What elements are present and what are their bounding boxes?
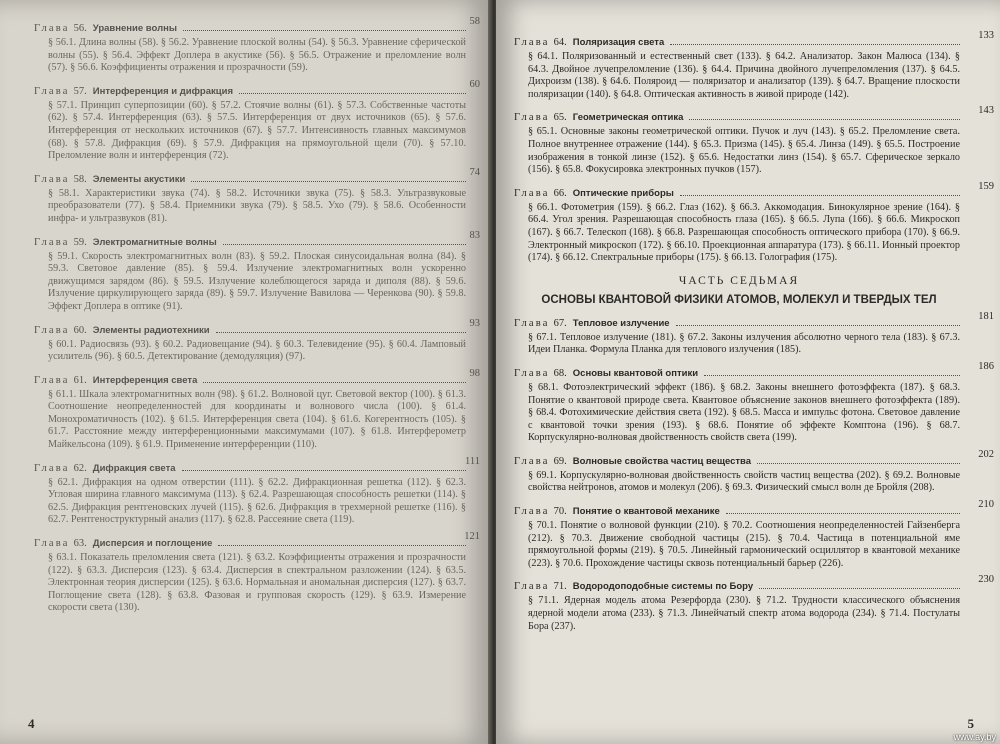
chapter-number: 64.	[553, 37, 567, 48]
leader-dots	[689, 119, 960, 120]
chapter-label: Глава	[514, 455, 550, 467]
leader-dots	[726, 513, 960, 514]
chapter-label: Глава	[514, 317, 550, 329]
toc-chapter-entry	[34, 166, 480, 226]
leader-dots	[676, 325, 960, 326]
chapter-label: Глава	[34, 236, 70, 248]
toc-chapter-entry	[514, 448, 994, 495]
chapter-heading	[34, 22, 470, 35]
chapter-heading	[514, 580, 964, 593]
chapter-heading	[34, 85, 470, 98]
leader-dots	[223, 244, 466, 245]
chapter-page-number: 230	[978, 574, 994, 586]
chapter-title: Интерференция и дифракция	[92, 85, 233, 97]
chapter-heading	[514, 455, 964, 468]
chapter-number: 70.	[553, 506, 567, 518]
chapter-page-number: 74	[469, 166, 480, 178]
chapter-page-number: 58	[469, 16, 480, 27]
chapter-label: Глава	[514, 581, 550, 593]
section-list: § 68.1. Фотоэлектрический эффект (186). § 68.2. Законы внешнего фотоэффекта (187). § 68.3. Понятие о квантовой природе света. Квантовое объяснение законов внешнего фотоэффекта (189). § 68.4. Фотохимические действия света (192). § 68.5. Масса и импульс фотона. Световое давление с квантовой точки зрения (193). § 68.6. Понятие об эффекте Комптона (196). § 68.7. Корпускулярно-волновая двойственность свойств света (199).	[528, 381, 960, 444]
chapter-label: Глава	[34, 173, 70, 185]
chapter-heading	[514, 111, 964, 124]
chapter-page-number: 186	[978, 360, 994, 372]
chapter-heading	[34, 236, 470, 249]
chapter-number: 71.	[553, 581, 567, 593]
chapter-label: Глава	[514, 37, 550, 48]
chapter-page-number: 111	[465, 455, 480, 467]
chapter-title: Уравнение волны	[92, 23, 177, 34]
chapter-page-number: 83	[469, 229, 480, 241]
toc-chapter-entry	[514, 180, 994, 265]
chapter-title: Водородоподобные системы по Бору	[572, 581, 754, 593]
chapter-page-number: 60	[469, 78, 480, 90]
chapter-label: Глава	[514, 187, 550, 199]
chapter-label: Глава	[34, 324, 70, 336]
chapter-heading	[514, 187, 964, 200]
toc-chapter-entry	[34, 317, 480, 364]
part-subtitle: ОСНОВЫ КВАНТОВОЙ ФИЗИКИ АТОМОВ, МОЛЕКУЛ И ТВЕРДЫХ ТЕЛ	[541, 293, 937, 306]
section-list: § 62.1. Дифракция на одном отверстии (111). § 62.2. Дифракционная решетка (112). § 62.3. Угловая ширина главного максимума (113). § 62.4. Разрешающая способность решетки (114). § 62.5. Дифракция рентгеновских лучей (115). § 62.6. Дифракция в трехмерной решетке (116). § 62.7. Рентгеноструктурный анализ (117). § 62.8. Рассеяние света (119).	[48, 476, 466, 526]
chapter-page-number: 143	[978, 105, 994, 117]
chapter-number: 58.	[73, 173, 87, 185]
toc-chapter-entry	[514, 30, 994, 101]
section-list: § 71.1. Ядерная модель атома Резерфорда (230). § 71.2. Трудности классического объяснения ядерной модели атома (233). § 71.3. Линейчатый спектр атома водорода (234). § 71.4. Постулаты Бора (237).	[528, 595, 960, 632]
chapter-heading	[514, 367, 964, 380]
section-list: § 61.1. Шкала электромагнитных волн (98). § 61.2. Волновой цуг. Световой вектор (100). § 61.3. Соотношение неопределенностей для координаты и волнового числа (100). § 61.4. Монохроматичность (102). § 61.5. Интерференция света (104). § 61.6. Когерентность (105). § 61.7. Расстояние между интерференционными максимумами (107). § 61.8. Интерферометр Майкельсона (109). § 61.9. Применение интерференции (110).	[48, 388, 466, 451]
chapter-page-number: 202	[978, 448, 994, 460]
chapter-label: Глава	[34, 23, 70, 34]
leader-dots	[670, 44, 960, 45]
chapter-title: Интерференция света	[92, 374, 198, 386]
leader-dots	[704, 375, 960, 376]
chapter-title: Поляризация света	[572, 37, 665, 48]
leader-dots	[218, 545, 466, 546]
chapter-label: Глава	[34, 462, 70, 474]
chapter-number: 63.	[73, 538, 87, 550]
section-list: § 59.1. Скорость электромагнитных волн (83). § 59.2. Плоская синусоидальная волна (84). § 59.3. Световое давление (85). § 59.4. Излучение электромагнитных волн ускоренно движущимся зарядом (86). § 59.5. Излучение колеблющегося заряда и диполя (88). § 59.6. Излучение циркулирующего заряда (89). § 59.7. Излучение Вавилова — Черенкова (90). § 59.8. Эффект Доплера в оптике (91).	[48, 250, 466, 312]
chapter-label: Глава	[34, 85, 70, 97]
left-page	[0, 0, 492, 744]
chapter-page-number: 121	[464, 531, 480, 543]
leader-dots	[203, 382, 466, 383]
chapter-title: Дифракция света	[92, 462, 176, 474]
chapter-number: 67.	[553, 317, 567, 329]
section-list: § 56.1. Длина волны (58). § 56.2. Уравнение плоской волны (54). § 56.3. Уравнение сферической волны (55). § 56.4. Эффект Доплера в акустике (56). § 56.5. Отражение и преломление волн (57). § 56.6. Коэффициенты отражения и прозрачности (59).	[48, 37, 466, 74]
chapter-heading	[514, 505, 964, 518]
part-heading	[514, 275, 964, 307]
chapter-heading	[34, 324, 470, 337]
part-title: ЧАСТЬ СЕДЬМАЯ	[678, 274, 800, 287]
chapter-title: Элементы акустики	[92, 173, 186, 185]
section-list: § 63.1. Показатель преломления света (121). § 63.2. Коэффициенты отражения и прозрачности (122). § 63.3. Дисперсия (123). § 63.4. Дисперсия в спектральном разложении (124). § 63.5. Электронная теория дисперсии (125). § 63.6. Нормальная и аномальная дисперсия (127). § 63.7. Поглощение света (128). § 63.8. Фазовая и групповая скорость (129). § 63.9. Измерение скорости света (130).	[48, 552, 466, 614]
chapter-page-number: 181	[978, 310, 994, 322]
leader-dots	[182, 470, 466, 471]
right-page	[496, 0, 1000, 744]
left-toc	[34, 16, 480, 625]
toc-chapter-entry	[514, 360, 994, 445]
leader-dots	[757, 463, 960, 464]
chapter-number: 65.	[553, 112, 567, 124]
section-list: § 57.1. Принцип суперпозиции (60). § 57.2. Стоячие волны (61). § 57.3. Собственные частоты (62). § 57.4. Интерференция (63). § 57.5. Интерференция от двух источников (65). § 57.6. Интерференция от нескольких источников (67). § 57.7. Интенсивность главных максимумов (68). § 57.8. Дифракция (69). § 57.9. Дифракция на прямоугольной щели (70). § 57.10. Преломление волн и интерференция (72).	[48, 99, 466, 162]
toc-section-optics	[514, 30, 994, 265]
section-list: § 60.1. Радиосвязь (93). § 60.2. Радиовещание (94). § 60.3. Телевидение (95). § 60.4. Ламповый усилитель (96). § 60.5. Детектирование (демодуляция) (97).	[48, 338, 466, 363]
toc-chapter-entry	[34, 16, 480, 75]
chapter-page-number: 210	[978, 499, 994, 511]
toc-chapter-entry	[514, 574, 994, 633]
chapter-title: Оптические приборы	[572, 187, 674, 199]
chapter-label: Глава	[34, 538, 70, 550]
leader-dots	[680, 195, 960, 196]
chapter-number: 59.	[73, 236, 87, 248]
chapter-heading	[514, 317, 964, 330]
section-list: § 67.1. Тепловое излучение (181). § 67.2. Законы излучения абсолютно черного тела (183). § 67.3. Идеи Планка. Формула Планка для теплового излучения (185).	[528, 331, 960, 356]
chapter-page-number: 93	[469, 317, 480, 329]
chapter-page-number: 98	[469, 367, 480, 379]
chapter-number: 66.	[553, 187, 567, 199]
chapter-title: Дисперсия и поглощение	[92, 538, 213, 550]
chapter-label: Глава	[514, 112, 550, 124]
toc-section-quantum	[514, 310, 994, 634]
toc-chapter-entry	[514, 310, 994, 357]
chapter-title: Тепловое излучение	[572, 317, 670, 329]
section-list: § 69.1. Корпускулярно-волновая двойственность свойств частиц вещества (202). § 69.2. Волновые свойства нейтронов, атомов и молекул (206). § 69.3. Физический смысл волн де Бройля (208).	[528, 469, 960, 494]
watermark: www.ay.by	[953, 732, 996, 742]
right-page-number: 5	[967, 716, 974, 731]
section-list: § 70.1. Понятие о волновой функции (210). § 70.2. Соотношения неопределенностей Гайзенберга (212). § 70.3. Движение свободной частицы (215). § 70.4. Частица в потенциальной яме прямоугольной формы (219). § 70.5. Линейный гармонический осциллятор в квантовой механике (223). § 70.6. Прохождение частицы сквозь потенциальный барьер (226).	[528, 520, 960, 569]
chapter-title: Основы квантовой оптики	[572, 367, 699, 379]
leader-dots	[183, 30, 466, 31]
chapter-title: Понятие о квантовой механике	[572, 506, 720, 518]
chapter-title: Волновые свойства частиц вещества	[572, 455, 752, 467]
chapter-number: 61.	[73, 374, 87, 386]
chapter-number: 69.	[553, 455, 567, 467]
leader-dots	[759, 588, 960, 589]
leader-dots	[191, 181, 466, 182]
toc-chapter-entry	[34, 455, 480, 527]
section-list: § 58.1. Характеристики звука (74). § 58.2. Источники звука (75). § 58.3. Ультразвуковые преобразователи (77). § 58.4. Приемники звука (79). § 58.5. Ухо (79). § 58.6. Особенности инфра- и ультразвуков (81).	[48, 187, 466, 224]
chapter-number: 56.	[73, 23, 87, 34]
chapter-number: 57.	[73, 85, 87, 97]
section-list: § 64.1. Поляризованный и естественный свет (133). § 64.2. Анализатор. Закон Малюса (134). § 64.3. Двойное лучепреломление (136). § 64.4. Причина двойного лучепреломления (137). § 64.5. Дихроизм (138). § 64.6. Поляроид — поляризатор и анализатор (139). § 64.7. Вращение плоскости поляризации (140). § 64.8. Оптическая активность в живой природе (142).	[528, 51, 960, 100]
chapter-label: Глава	[34, 374, 70, 386]
chapter-heading	[514, 36, 964, 49]
chapter-label: Глава	[514, 506, 550, 518]
chapter-title: Электромагнитные волны	[92, 236, 217, 248]
chapter-number: 60.	[73, 324, 87, 336]
toc-chapter-entry	[34, 78, 480, 163]
chapter-label: Глава	[514, 367, 550, 379]
toc-chapter-entry	[34, 367, 480, 452]
chapter-number: 62.	[73, 462, 87, 474]
toc-chapter-entry	[514, 499, 994, 570]
chapter-title: Элементы радиотехники	[92, 324, 210, 336]
left-page-number: 4	[28, 716, 35, 731]
chapter-heading	[34, 537, 470, 550]
right-toc	[514, 30, 994, 643]
toc-chapter-entry	[34, 229, 480, 314]
leader-dots	[239, 93, 466, 94]
section-list: § 66.1. Фотометрия (159). § 66.2. Глаз (162). § 66.3. Аккомодация. Бинокулярное зрение (164). § 66.4. Угол зрения. Разрешающая способность глаза (165). § 66.5. Лупа (166). § 66.6. Микроскоп (167). § 66.7. Телескоп (168). § 66.8. Разрешающая способность оптического прибора (170). § 66.9. Электронный микроскоп (172). § 66.10. Проекционная аппаратура (173). § 66.11. Ионный проектор (174). § 66.12. Спектральные приборы (175). § 66.13. Голография (175).	[528, 201, 960, 264]
section-list: § 65.1. Основные законы геометрической оптики. Пучок и луч (143). § 65.2. Преломление света. Полное внутреннее отражение (144). § 65.3. Призма (145). § 65.4. Линза (149). § 65.5. Построение изображения в тонкой линзе (152). § 65.6. Недостатки линз (154). § 65.7. Сферическое зеркало (156). § 65.8. Фокусировка электронных пучков (157).	[528, 126, 960, 176]
chapter-page-number: 133	[978, 30, 994, 41]
toc-chapter-entry	[514, 105, 994, 176]
chapter-title: Геометрическая оптика	[572, 112, 684, 124]
chapter-number: 68.	[553, 367, 567, 379]
leader-dots	[216, 332, 466, 333]
chapter-heading	[34, 173, 470, 186]
chapter-heading	[34, 462, 470, 475]
chapter-page-number: 159	[978, 180, 994, 192]
toc-chapter-entry	[34, 531, 480, 615]
chapter-heading	[34, 374, 470, 387]
